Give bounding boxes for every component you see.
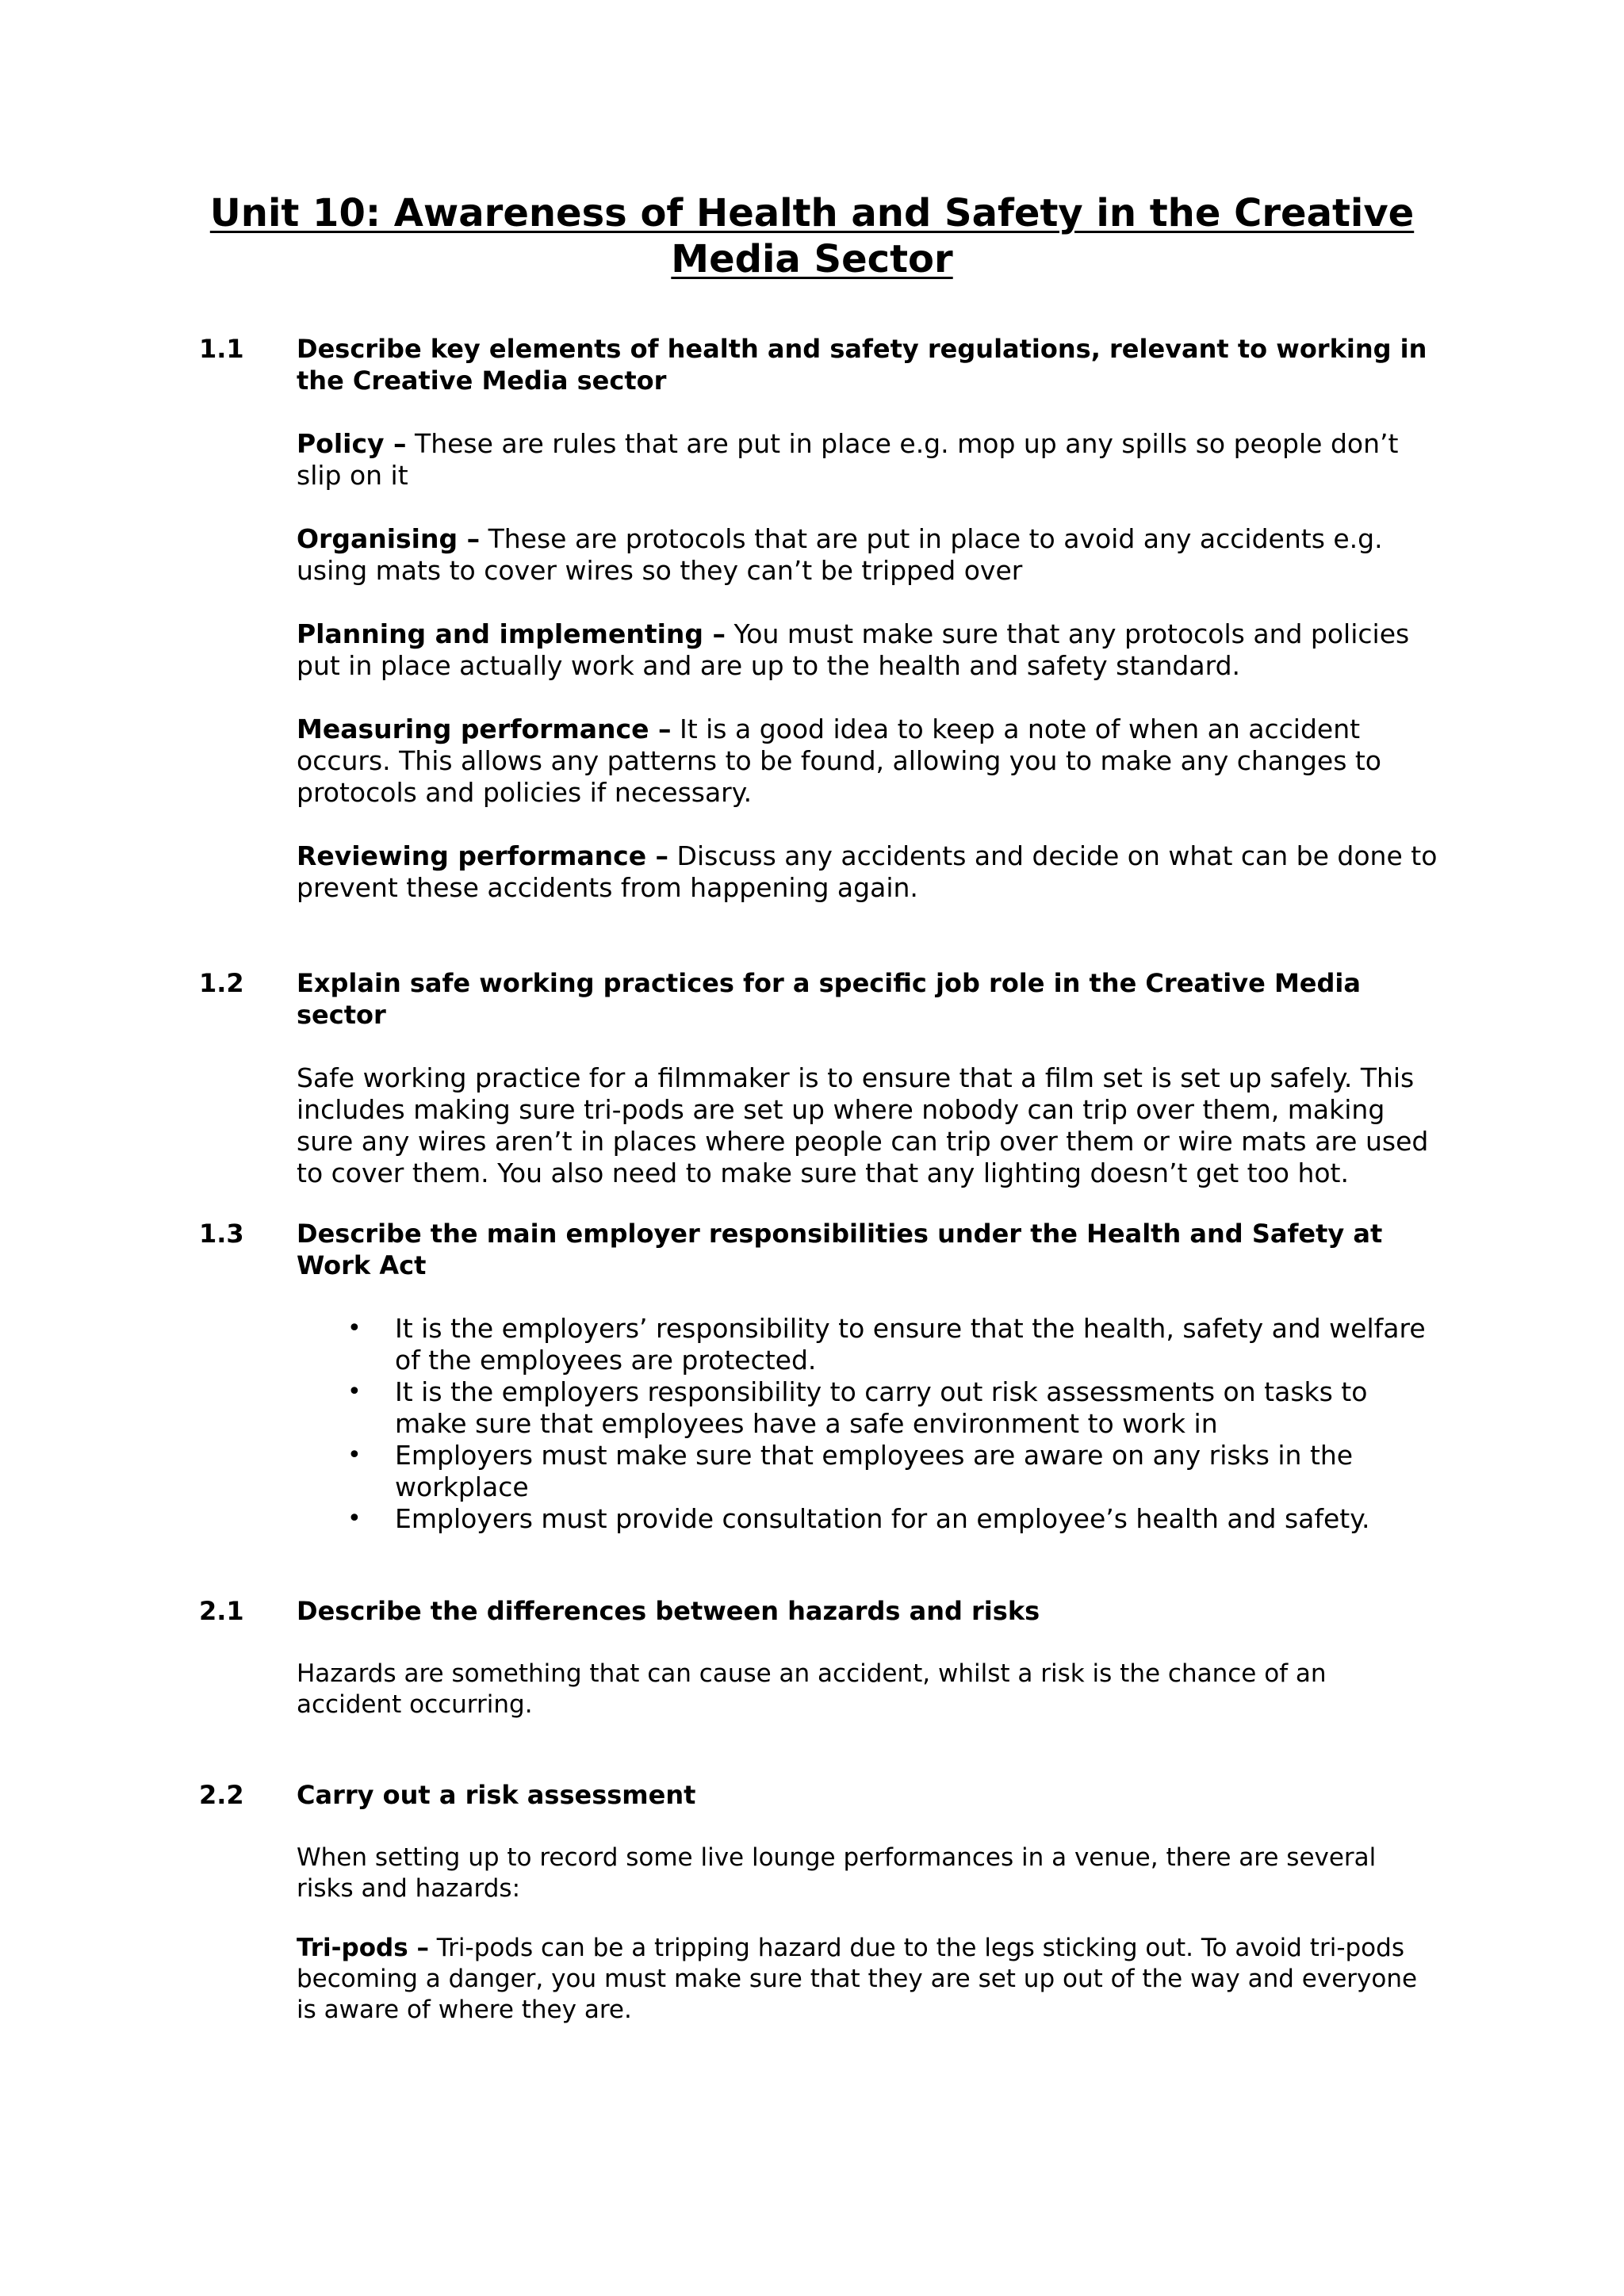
bullet-icon: •: [347, 1314, 362, 1342]
list-item: [347, 1313, 1438, 1376]
section-number: 2.2: [199, 1780, 244, 1810]
term-tripods: Tri-pods –: [297, 1934, 429, 1962]
section-heading: Describe the differences between hazards and risks: [297, 1596, 1040, 1626]
section-body: [297, 1218, 1438, 1535]
text-organising: These are protocols that are put in place to avoid any accidents e.g. using mats to cover wires so they can’t be tripped over: [297, 523, 1383, 586]
paragraph-planning: [297, 618, 1438, 682]
text-tripods: Tri-pods can be a tripping hazard due to the legs sticking out. To avoid tri-pods becoming a danger, you must make sure that they are set up out of the way and everyone is aware of where they are.: [297, 1934, 1418, 2024]
list-item-text: Employers must make sure that employees are aware on any risks in the workplace: [395, 1440, 1354, 1502]
paragraph-policy: [297, 428, 1438, 492]
text-planning: You must make sure that any protocols and policies put in place actually work and are up to the health and safety standard.: [297, 618, 1410, 681]
section-heading: Explain safe working practices for a specific job role in the Creative Media sector: [297, 968, 1361, 1030]
list-item: [347, 1440, 1438, 1503]
bullet-icon: •: [347, 1441, 362, 1469]
list-item-text: It is the employers’ responsibility to ensure that the health, safety and welfare of the employees are protected.: [395, 1313, 1426, 1376]
list-item: [347, 1503, 1438, 1535]
paragraph-reviewing: [297, 840, 1438, 904]
text-reviewing: Discuss any accidents and decide on what can be done to prevent these accidents from happening again.: [297, 840, 1438, 903]
term-reviewing: Reviewing performance –: [297, 840, 669, 871]
bullet-icon: •: [347, 1505, 362, 1533]
term-planning: Planning and implementing –: [297, 618, 726, 649]
list-item: [347, 1376, 1438, 1440]
list-item-text: Employers must provide consultation for an employee’s health and safety.: [395, 1503, 1370, 1534]
section-body: [297, 967, 1438, 1189]
paragraph-safe-working: Safe working practice for a filmmaker is to ensure that a film set is set up safely. This includes making sure tri-pods are set up where nobody can trip over them, making sure any wires aren’t in places where people can trip over them or wire mats are used to cover them. You also need to make sure that any lighting doesn’t get too hot.: [297, 1062, 1429, 1188]
term-policy: Policy –: [297, 428, 407, 459]
text-measuring: It is a good idea to keep a note of when an accident occurs. This allows any patterns to be found, allowing you to make any changes to protocols and policies if necessary.: [297, 714, 1382, 808]
bullet-icon: •: [347, 1378, 362, 1406]
paragraph-measuring: [297, 714, 1438, 809]
section-heading: Describe the main employer responsibilities under the Health and Safety at Work Act: [297, 1219, 1383, 1280]
list-item-text: It is the employers responsibility to carry out risk assessments on tasks to make sure that employees have a safe environment to work in: [395, 1376, 1368, 1439]
section-heading: Describe key elements of health and safety regulations, relevant to working in the Creative Media sector: [297, 334, 1427, 396]
term-organising: Organising –: [297, 523, 481, 554]
section-heading: Carry out a risk assessment: [297, 1780, 696, 1810]
document-title: Unit 10: Awareness of Health and Safety in the Creative Media Sector: [209, 191, 1415, 281]
paragraph-hazards-risks: Hazards are something that can cause an accident, whilst a risk is the chance of an accident occurring.: [297, 1659, 1327, 1719]
section-number: 1.1: [199, 334, 244, 364]
term-measuring: Measuring performance –: [297, 714, 672, 744]
section-body: [297, 1595, 1438, 1720]
paragraph-risk-assessment-intro: When setting up to record some live lounge performances in a venue, there are several risks and hazards:: [297, 1843, 1377, 1903]
section-number: 2.1: [199, 1596, 244, 1626]
text-policy: These are rules that are put in place e.g. mop up any spills so people don’t slip on it: [297, 428, 1399, 491]
section-body: [297, 333, 1438, 904]
section-number: 1.3: [199, 1219, 244, 1249]
paragraph-organising: [297, 523, 1438, 587]
responsibilities-list: [297, 1313, 1438, 1535]
paragraph-tripods: [297, 1933, 1438, 2026]
section-body: [297, 1779, 1438, 2026]
section-number: 1.2: [199, 968, 244, 998]
